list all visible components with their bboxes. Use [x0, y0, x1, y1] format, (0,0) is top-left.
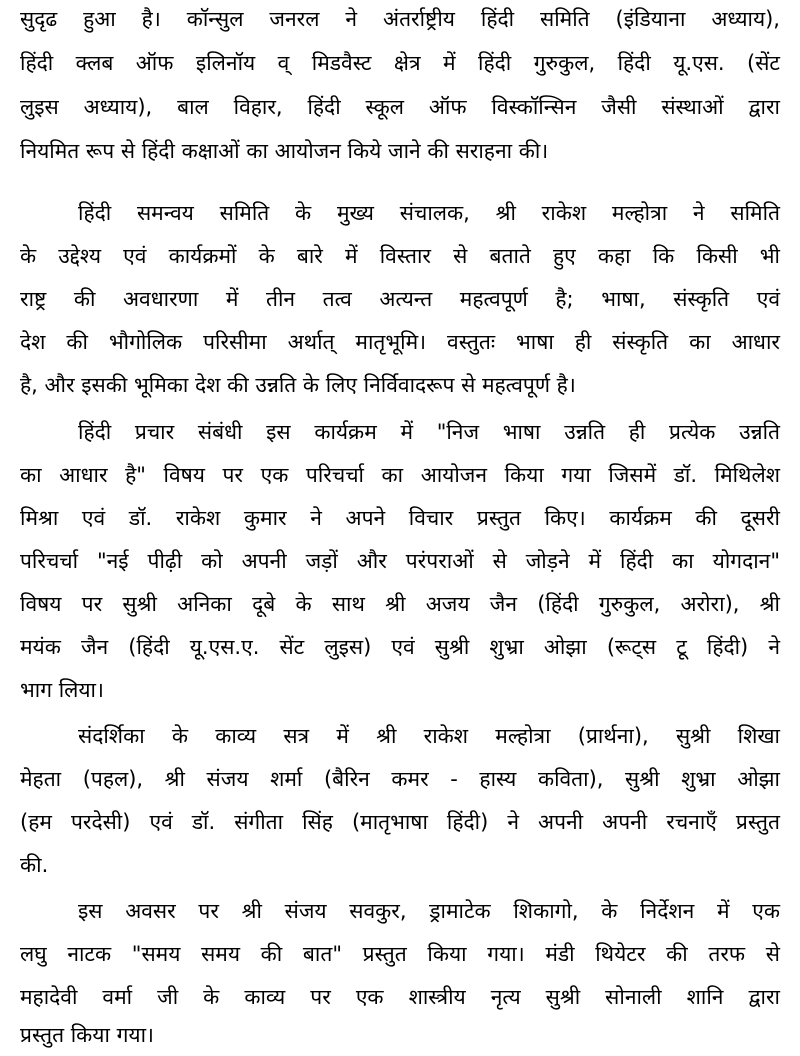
text-line: परिचर्चा "नई पीढ़ी को अपनी जड़ों और परंपराओं से जोड़ने में हिंदी का योगदान"	[20, 549, 780, 573]
text-line: है, और इसकी भूमिका देश की उन्नति के लिए निर्विवादरूप से महत्वपूर्ण है।	[20, 373, 576, 397]
text-line: लुइस अध्याय), बाल विहार, हिंदी स्कूल ऑफ विस्कॉन्सिन जैसी संस्थाओं द्वारा	[20, 95, 780, 119]
text-line: महादेवी वर्मा जी के काव्य पर एक शास्त्रीय नृत्य सुश्री सोनाली शानि द्वारा	[20, 985, 780, 1009]
text-line: सुदृढ हुआ है। कॉन्सुल जनरल ने अंतर्राष्ट्रीय हिंदी समिति (इंडियाना अध्याय),	[20, 7, 780, 31]
text-line: का आधार है" विषय पर एक परिचर्चा का आयोजन किया गया जिसमें डॉ. मिथिलेश	[20, 463, 780, 487]
text-line: हिंदी समन्वय समिति के मुख्य संचालक, श्री राकेश मल्होत्रा ने समिति	[78, 201, 780, 225]
text-line: मिश्रा एवं डॉ. राकेश कुमार ने अपने विचार प्रस्तुत किए। कार्यक्रम की दूसरी	[20, 506, 780, 530]
text-line: हिंदी प्रचार संबंधी इस कार्यक्रम में "निज भाषा उन्नति ही प्रत्येक उन्नति	[78, 420, 780, 444]
text-line: नियमित रूप से हिंदी कक्षाओं का आयोजन किये जाने की सराहना की।	[20, 139, 549, 163]
text-line: राष्ट्र की अवधारणा में तीन तत्व अत्यन्त महत्वपूर्ण है; भाषा, संस्कृति एवं	[20, 287, 780, 311]
text-line: प्रस्तुत किया गया।	[20, 1023, 154, 1047]
text-line: संदर्शिका के काव्य सत्र में श्री राकेश मल्होत्रा (प्रार्थना), सुश्री शिखा	[78, 724, 780, 748]
text-line: की.	[20, 853, 49, 877]
text-line: भाग लिया।	[20, 678, 104, 702]
text-line: हिंदी क्लब ऑफ इलिनॉय व् मिडवैस्ट क्षेत्र में हिंदी गुरुकुल, हिंदी यू.एस. (सेंट	[20, 51, 780, 75]
text-line: देश की भौगोलिक परिसीमा अर्थात् मातृभूमि। वस्तुतः भाषा ही संस्कृति का आधार	[20, 330, 780, 354]
text-line: (हम परदेसी) एवं डॉ. संगीता सिंह (मातृभाषा हिंदी) ने अपनी अपनी रचनाएँ प्रस्तुत	[20, 810, 780, 834]
text-line: इस अवसर पर श्री संजय सवकुर, ड्रामाटेक शिकागो, के निर्देशन में एक	[78, 899, 780, 923]
text-line: मयंक जैन (हिंदी यू.एस.ए. सेंट लुइस) एवं सुश्री शुभ्रा ओझा (रूट्स टू हिंदी) ने	[20, 635, 780, 659]
text-line: के उद्देश्य एवं कार्यक्रमों के बारे में विस्तार से बताते हुए कहा कि किसी भी	[20, 244, 780, 268]
text-line: लघु नाटक "समय समय की बात" प्रस्तुत किया गया। मंडी थियेटर की तरफ से	[20, 942, 780, 966]
text-line: विषय पर सुश्री अनिका दूबे के साथ श्री अजय जैन (हिंदी गुरुकुल, अरोरा), श्री	[20, 592, 780, 616]
text-line: मेहता (पहल), श्री संजय शर्मा (बैरिन कमर - हास्य कविता), सुश्री शुभ्रा ओझा	[20, 767, 780, 791]
